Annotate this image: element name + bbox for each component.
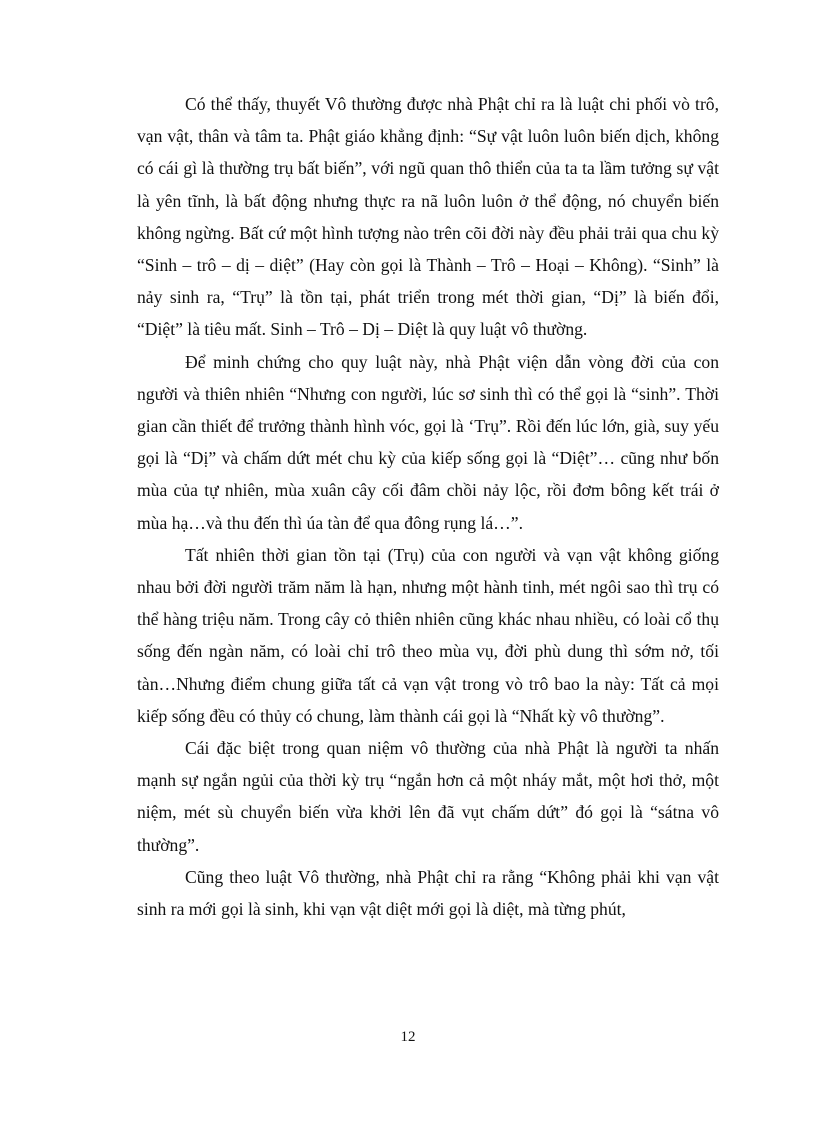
paragraph-1: Có thể thấy, thuyết Vô thường được nhà Phật chỉ ra là luật chi phối vò trô, vạn vật, thân và tâm ta. Phật giáo khẳng định: “Sự vật luôn luôn biến dịch, không có cái gì là thường trụ bất biến”, với ngũ quan thô thiển của ta ta lầm tưởng sự vật là yên tĩnh, là bất động nhưng thực ra nã luôn luôn ở thể động, nó chuyển biến không ngừng. Bất cứ một hình tượng nào trên cõi đời này đều phải trải qua chu kỳ “Sinh – trô – dị – diệt” (Hay còn gọi là Thành – Trô – Hoại – Không). “Sinh” là nảy sinh ra, “Trụ” là tồn tại, phát triển trong mét thời gian, “Dị” là biến đổi, “Diệt” là tiêu mất. Sinh – Trô – Dị – Diệt là quy luật vô thường. xyxy=(137,94,719,340)
paragraph-2: Để minh chứng cho quy luật này, nhà Phật viện dẫn vòng đời của con người và thiên nhiên “Nhưng con người, lúc sơ sinh thì có thể gọi là “sinh”. Thời gian cần thiết để trưởng thành hình vóc, gọi là ‘Trụ”. Rồi đến lúc lớn, già, suy yếu gọi là “Dị” và chấm dứt mét chu kỳ của kiếp sống gọi là “Diệt”… cũng như bốn mùa của tự nhiên, mùa xuân cây cối đâm chồi nảy lộc, rồi đơm bông kết trái ở mùa hạ…và thu đến thì úa tàn để qua đông rụng lá…”. xyxy=(137,351,719,533)
body-text xyxy=(137,88,719,925)
page-number: 12 xyxy=(400,1029,416,1045)
paragraph-4: Cái đặc biệt trong quan niệm vô thường của nhà Phật là người ta nhấn mạnh sự ngắn ngủi của thời kỳ trụ “ngắn hơn cả một nháy mắt, một hơi thở, một niệm, mét sù chuyển biến vừa khởi lên đã vụt chấm dứt” đó gọi là “sátna vô thường”. xyxy=(137,738,719,855)
paragraph-5: Cũng theo luật Vô thường, nhà Phật chỉ ra rằng “Không phải khi vạn vật sinh ra mới gọi là sinh, khi vạn vật diệt mới gọi là diệt, mà từng phút, xyxy=(137,866,719,920)
paragraph-3: Tất nhiên thời gian tồn tại (Trụ) của con người và vạn vật không giống nhau bởi đời người trăm năm là hạn, nhưng một hành tinh, mét ngôi sao thì trụ có thể hàng triệu năm. Trong cây cỏ thiên nhiên cũng khác nhau nhiều, có loài cổ thụ sống đến ngàn năm, có loài chỉ trô theo mùa vụ, đời phù dung thì sớm nở, tối tàn…Nhưng điểm chung giữa tất cả vạn vật trong vò trô bao la này: Tất cả mọi kiếp sống đều có thủy có chung, làm thành cái gọi là “Nhất kỳ vô thường”. xyxy=(137,544,719,726)
